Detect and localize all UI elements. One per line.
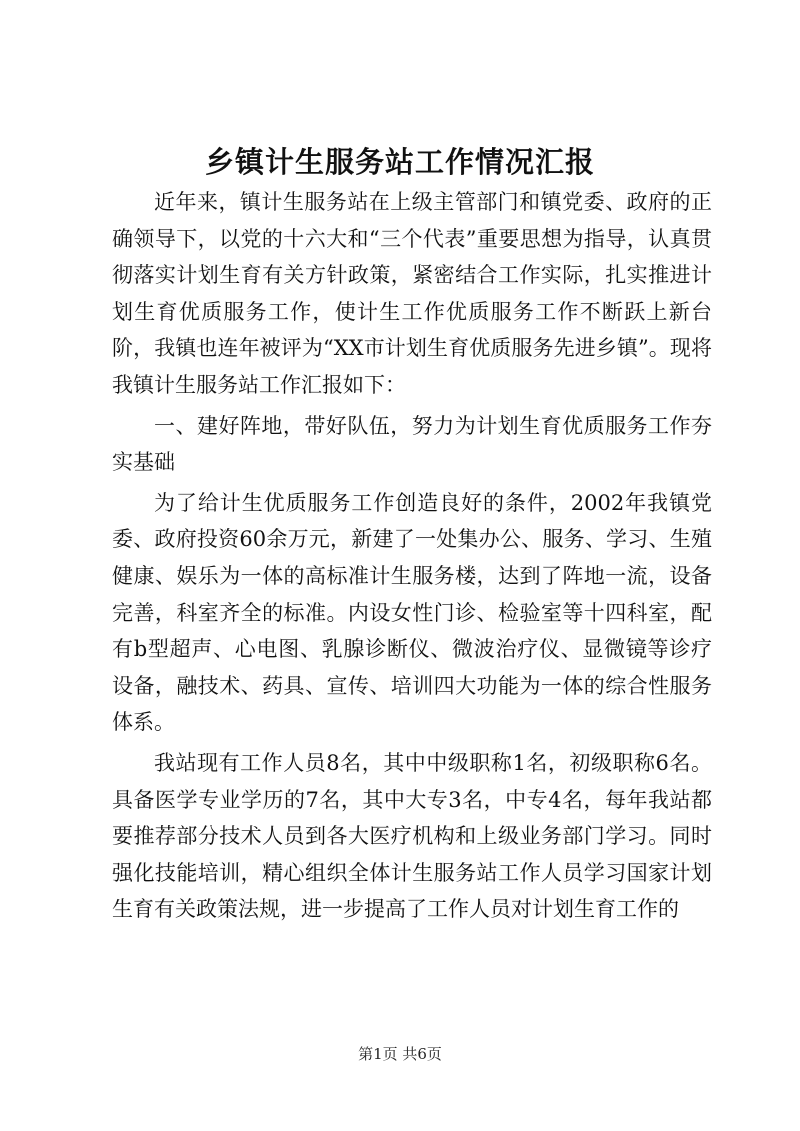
paragraph-intro: 近年来，镇计生服务站在上级主管部门和镇党委、政府的正确领导下，以党的十六大和“三个代表”重要思想为指导，认真贯彻落实计划生育有关方针政策，紧密结合工作实际，扎实推进计划生育优质服务工作，使计生工作优质服务工作不断跃上新台阶，我镇也连年被评为“XX市计划生育优质服务先进乡镇”。现将我镇计生服务站工作汇报如下： <box>112 190 712 397</box>
paragraph-staff: 我站现有工作人员8名，其中中级职称1名，初级职称6名。具备医学专业学历的7名，其中大专3名，中专4名，每年我站都要推荐部分技术人员到各大医疗机构和上级业务部门学习。同时强化技能培训，精心组织全体计生服务站工作人员学习国家计划生育有关政策法规，进一步提高了工作人员对计划生育工作的 <box>112 750 712 922</box>
section-heading-1: 一、建好阵地，带好队伍，努力为计划生育优质服务工作夯实基础 <box>112 413 712 475</box>
document-body <box>112 184 712 928</box>
page-footer: 第1页 共6页 <box>358 1045 442 1063</box>
paragraph-facilities: 为了给计生优质服务工作创造良好的条件，2002年我镇党委、政府投资60余万元，新建了一处集办公、服务、学习、生殖健康、娱乐为一体的高标准计生服务楼，达到了阵地一流，设备完善，科室齐全的标准。内设女性门诊、检验室等十四科室，配有b型超声、心电图、乳腺诊断仪、微波治疗仪、显微镜等诊疗设备，融技术、药具、宣传、培训四大功能为一体的综合性服务体系。 <box>112 490 712 735</box>
document-title: 乡镇计生服务站工作情况汇报 <box>204 145 595 179</box>
